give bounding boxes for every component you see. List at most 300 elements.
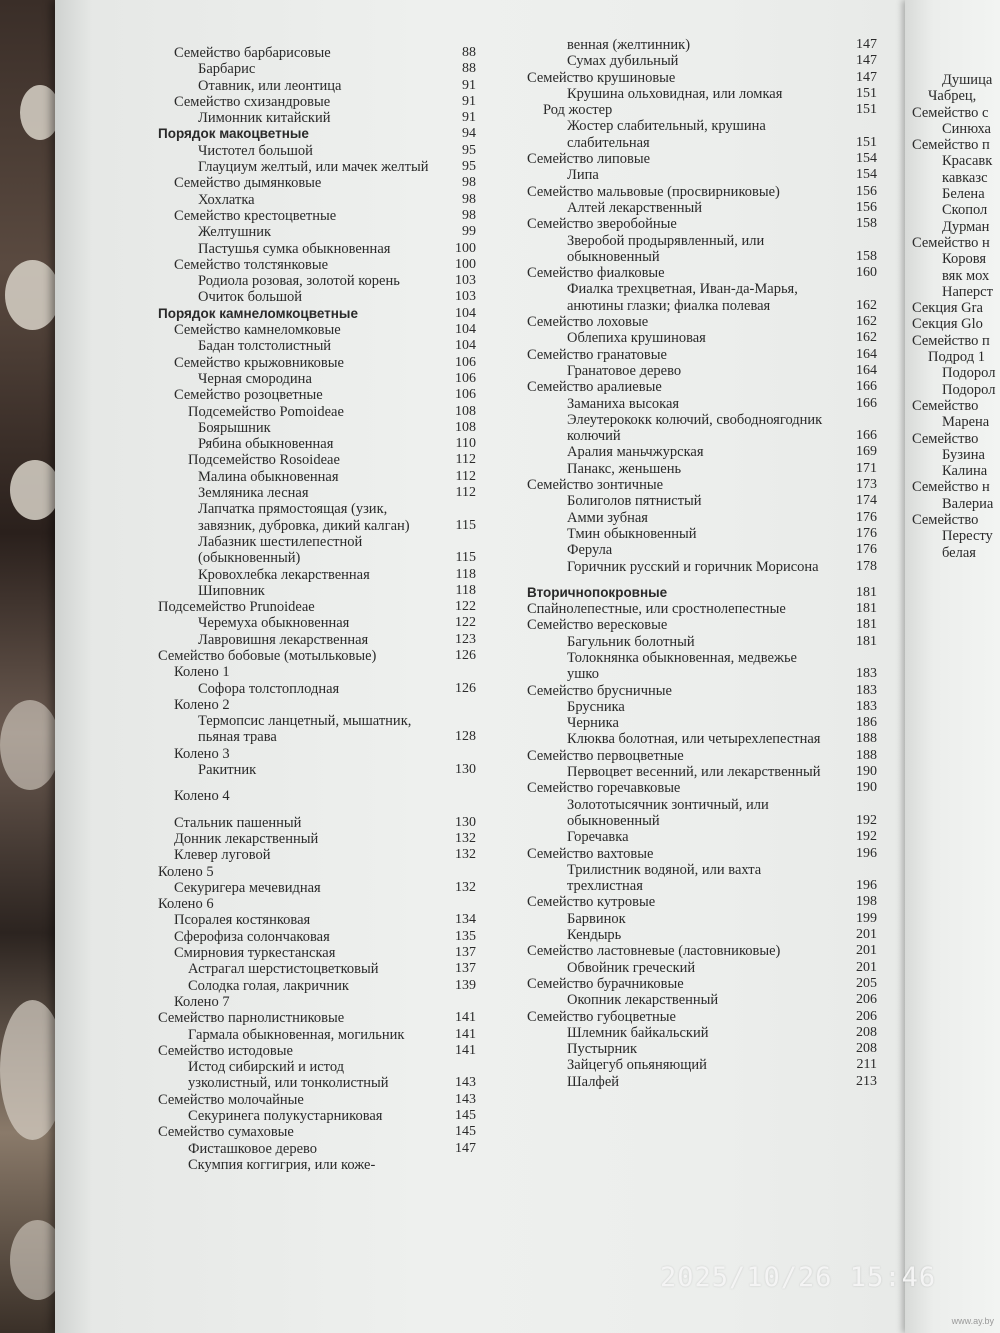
toc-entry: [158, 110, 476, 126]
toc-page-number: 134: [455, 912, 476, 928]
toc-entry-title: Секция Glo: [912, 316, 983, 333]
toc-page-number: 147: [856, 37, 877, 52]
toc-page-number: 181: [856, 584, 877, 600]
toc-entry: [527, 184, 877, 200]
toc-entry-title: Душица: [942, 72, 993, 88]
toc-entry-title: Семейство вахтовые: [527, 845, 654, 862]
toc-column-3: [912, 72, 1000, 561]
toc-entry-title: Семейство липовые: [527, 151, 651, 168]
toc-entry-title: Семейство лоховые: [527, 314, 649, 331]
toc-entry: [912, 447, 1000, 463]
toc-entry-title: Сумах дубильный: [567, 53, 679, 70]
toc-entry: [158, 534, 476, 567]
toc-entry-title: Чистотел большой: [198, 142, 313, 159]
toc-page-number: 122: [455, 599, 476, 615]
toc-entry-title: Семейство фиалковые: [527, 265, 665, 282]
toc-entry-title: Бузина: [942, 446, 985, 463]
toc-entry: [527, 526, 877, 542]
toc-page-number: 169: [856, 444, 877, 460]
toc-entry-title: Фиалка трехцветная, Иван-да-Марья, анютины глазки; фиалка полевая: [567, 281, 798, 314]
spacer: [158, 778, 476, 788]
toc-entry-title: Секция Gra: [912, 300, 983, 317]
toc-entry: [527, 151, 877, 167]
toc-entry-title: Валериа: [942, 495, 994, 512]
toc-entry-title: Коровя: [942, 251, 987, 268]
toc-entry: [527, 330, 877, 346]
toc-column-2: [527, 37, 877, 1090]
toc-entry: [527, 461, 877, 477]
toc-entry-title: Горичник русский и горичник Морисона: [567, 558, 819, 575]
toc-entry: [527, 1074, 877, 1090]
toc-entry-title: вяк мох: [942, 267, 990, 284]
toc-entry: [912, 121, 1000, 137]
toc-entry: [912, 414, 1000, 430]
toc-entry: [527, 797, 877, 830]
toc-entry: [527, 493, 877, 509]
toc-entry-title: Колено 3: [174, 745, 230, 762]
toc-entry: [158, 762, 476, 778]
toc-entry: [158, 1059, 476, 1092]
toc-page-number: 91: [462, 93, 476, 109]
toc-page-number: 104: [455, 322, 476, 338]
toc-entry-title: Трилистник водяной, или вахта трехлистная: [567, 861, 762, 895]
toc-page-number: 176: [856, 525, 877, 541]
toc-entry: [158, 929, 476, 945]
toc-entry: [158, 583, 476, 599]
toc-page-number: 98: [462, 175, 476, 191]
toc-entry-title: Красавк: [942, 153, 993, 170]
toc-entry: [912, 431, 1000, 447]
toc-entry: [158, 994, 476, 1010]
toc-entry: [912, 105, 1000, 121]
toc-page-number: 104: [455, 338, 476, 354]
spacer: [527, 575, 877, 585]
toc-entry: [527, 70, 877, 86]
toc-page-number: 183: [856, 666, 877, 682]
toc-entry: [158, 1027, 476, 1043]
toc-page-number: 186: [856, 715, 877, 731]
toc-entry: [158, 192, 476, 208]
toc-page-number: 192: [856, 812, 877, 828]
toc-page-number: 164: [856, 362, 877, 378]
toc-entry-title: венная (желтинник): [567, 37, 691, 53]
toc-entry-title: Порядок макоцветные: [158, 126, 309, 142]
toc-entry: [912, 316, 1000, 332]
toc-page-number: 208: [856, 1024, 877, 1040]
toc-page-number: 201: [856, 959, 877, 975]
toc-entry: [158, 159, 476, 175]
toc-entry-title: Бадан толстолистный: [198, 338, 332, 355]
toc-entry: [912, 349, 1000, 365]
toc-entry: [158, 567, 476, 583]
toc-page-number: 211: [856, 1057, 877, 1073]
toc-entry-title: Зайцегуб опьяняющий: [567, 1057, 707, 1074]
flower-shape: [10, 460, 60, 520]
toc-entry: [527, 748, 877, 764]
toc-entry: [527, 396, 877, 412]
toc-entry-title: Белена: [942, 186, 985, 203]
toc-entry: [158, 78, 476, 94]
toc-entry: [912, 463, 1000, 479]
toc-entry-title: Колено 5: [158, 863, 214, 880]
toc-entry-title: Подрод 1: [928, 349, 986, 366]
toc-entry-title: Солодка голая, лакричник: [188, 977, 349, 994]
toc-entry: [158, 697, 476, 713]
toc-page-number: 166: [856, 428, 877, 444]
toc-entry: [912, 333, 1000, 349]
toc-entry: [158, 961, 476, 977]
toc-page-number: 91: [462, 110, 476, 126]
toc-column-1: [158, 45, 476, 1173]
toc-entry-title: Кровохлебка лекарственная: [198, 566, 370, 583]
toc-entry: [527, 927, 877, 943]
toc-entry-title: Шиповник: [198, 582, 265, 599]
toc-entry-title: Наперст: [942, 283, 993, 300]
toc-entry: [912, 496, 1000, 512]
toc-page-number: 173: [856, 477, 877, 493]
toc-entry-title: Клюква болотная, или четырехлепестная: [567, 731, 821, 748]
toc-page-number: 205: [856, 975, 877, 991]
toc-page-number: 132: [455, 830, 476, 846]
toc-entry: [527, 216, 877, 232]
toc-entry: [158, 208, 476, 224]
toc-entry: [912, 300, 1000, 316]
toc-entry: [527, 943, 877, 959]
spacer: [158, 805, 476, 815]
toc-entry-title: Семейство сумаховые: [158, 1124, 294, 1141]
toc-page-number: 196: [856, 845, 877, 861]
toc-page-number: 132: [455, 847, 476, 863]
toc-entry-title: Пустырник: [567, 1041, 638, 1058]
toc-entry-title: Жостер слабительный, крушина слабительная: [567, 118, 766, 151]
toc-entry: [158, 224, 476, 240]
toc-entry-title: Семейство с: [912, 104, 989, 121]
toc-entry-title: Семейство мальвовые (просвирниковые): [527, 183, 780, 200]
toc-entry-title: Семейство: [912, 512, 979, 529]
toc-entry-title: Колено 1: [174, 664, 230, 681]
toc-entry: [158, 45, 476, 61]
toc-entry-title: Окопник лекарственный: [567, 992, 719, 1009]
toc-entry-title: Элеутерококк колючий, свободноягодник колючий: [567, 411, 823, 445]
toc-entry: [912, 88, 1000, 104]
toc-entry-title: Очиток большой: [198, 289, 303, 306]
toc-entry: [158, 61, 476, 77]
toc-page-number: 158: [856, 248, 877, 264]
toc-entry: [912, 153, 1000, 169]
toc-entry: [158, 306, 476, 322]
toc-page-number: 128: [455, 729, 476, 745]
toc-page-number: 141: [455, 1010, 476, 1026]
toc-page-number: 147: [856, 69, 877, 85]
toc-page-number: 201: [856, 943, 877, 959]
toc-entry-title: Скумпия коггигрия, или коже-: [188, 1156, 376, 1173]
toc-page-number: 208: [856, 1041, 877, 1057]
toc-entry: [912, 251, 1000, 267]
toc-entry-title: Софора толстоплодная: [198, 680, 340, 697]
toc-entry-title: Лабазник шестилепестной (обыкновенный): [198, 533, 363, 567]
toc-page-number: 103: [455, 273, 476, 289]
toc-page-number: 141: [455, 1026, 476, 1042]
toc-page-number: 115: [455, 517, 476, 533]
toc-entry-title: Род жостер: [543, 102, 613, 119]
toc-entry-title: Золототысячник зонтичный, или обыкновенный: [567, 796, 769, 829]
toc-page-number: 154: [856, 167, 877, 183]
toc-entry: [158, 1157, 476, 1173]
toc-entry-title: Брусника: [567, 698, 625, 715]
toc-entry: [912, 382, 1000, 398]
toc-entry-title: Черемуха обыкновенная: [198, 615, 350, 632]
toc-entry: [158, 387, 476, 403]
toc-entry-title: Семейство бурачниковые: [527, 975, 684, 992]
toc-entry-title: Семейство крушиновые: [527, 69, 676, 86]
toc-entry-title: Глауциум желтый, или мачек желтый: [198, 159, 429, 176]
toc-entry: [158, 126, 476, 142]
toc-entry-title: Семейство барбарисовые: [174, 45, 331, 61]
toc-entry: [527, 585, 877, 601]
flower-shape: [20, 85, 60, 140]
toc-page-number: 112: [455, 468, 476, 484]
toc-entry: [527, 699, 877, 715]
toc-page-number: 188: [856, 747, 877, 763]
toc-page-number: 98: [462, 191, 476, 207]
toc-entry: [527, 118, 877, 151]
toc-entry: [158, 322, 476, 338]
toc-entry: [158, 831, 476, 847]
toc-entry: [158, 175, 476, 191]
toc-entry: [527, 764, 877, 780]
toc-entry-title: Ракитник: [198, 762, 257, 779]
toc-entry: [527, 542, 877, 558]
toc-page-number: 174: [856, 493, 877, 509]
toc-page-number: 143: [455, 1075, 476, 1091]
toc-entry-title: Тмин обыкновенный: [567, 525, 697, 542]
toc-entry: [527, 102, 877, 118]
toc-entry-title: Донник лекарственный: [174, 830, 319, 847]
toc-entry-title: Клевер луговой: [174, 847, 271, 864]
toc-entry-title: Подсемейство Rosoideae: [188, 452, 340, 469]
toc-entry-title: Семейство парнолистниковые: [158, 1010, 345, 1027]
toc-entry: [912, 284, 1000, 300]
toc-entry-title: Барбарис: [198, 61, 256, 78]
toc-entry: [527, 53, 877, 69]
toc-entry-title: Семейство губоцветные: [527, 1008, 676, 1025]
toc-entry-title: Толокнянка обыкновенная, медвежье ушко: [567, 649, 797, 683]
toc-page-number: 123: [455, 631, 476, 647]
toc-entry: [527, 510, 877, 526]
toc-page-number: 162: [856, 330, 877, 346]
toc-page-number: 151: [856, 102, 877, 118]
toc-entry: [912, 545, 1000, 561]
toc-entry-title: Семейство аралиевые: [527, 379, 662, 396]
toc-entry: [158, 945, 476, 961]
toc-entry-title: кавказс: [942, 169, 988, 186]
toc-entry-title: Отавник, или леонтица: [198, 77, 342, 94]
toc-page-number: 132: [455, 879, 476, 895]
toc-entry-title: Семейство камнеломковые: [174, 322, 341, 339]
toc-page-number: 143: [455, 1091, 476, 1107]
toc-page-number: 112: [455, 452, 476, 468]
toc-page-number: 145: [455, 1108, 476, 1123]
toc-entry-title: Облепиха крушиновая: [567, 330, 706, 347]
toc-page-number: 201: [856, 927, 877, 943]
toc-entry-title: Вторичнопокровные: [527, 584, 668, 600]
toc-page-number: 130: [455, 814, 476, 830]
toc-entry: [912, 186, 1000, 202]
toc-entry-title: Порядок камнеломкоцветные: [158, 305, 358, 321]
toc-page-number: 104: [455, 305, 476, 321]
toc-page-number: 110: [455, 436, 476, 452]
toc-entry: [527, 992, 877, 1008]
toc-entry-title: Семейство брусничные: [527, 682, 672, 699]
toc-entry: [527, 1009, 877, 1025]
toc-entry-title: Семейство крестоцветные: [174, 207, 337, 224]
toc-entry: [527, 780, 877, 796]
toc-entry: [527, 559, 877, 575]
toc-entry: [158, 1043, 476, 1059]
toc-entry-title: Малина обыкновенная: [198, 468, 339, 485]
toc-page-number: 151: [856, 134, 877, 150]
toc-entry-title: Семейство толстянковые: [174, 256, 329, 273]
toc-page-number: 137: [455, 945, 476, 961]
toc-page-number: 147: [455, 1140, 476, 1156]
toc-entry: [158, 746, 476, 762]
toc-page-number: 103: [455, 289, 476, 305]
toc-entry-title: белая: [942, 544, 976, 561]
toc-entry-title: Аралия маньчжурская: [567, 444, 704, 461]
toc-entry: [158, 896, 476, 912]
toc-page-number: 158: [856, 216, 877, 232]
toc-page-number: 190: [856, 780, 877, 796]
toc-entry-title: Болиголов пятнистый: [567, 493, 702, 510]
toc-entry-title: Смирновия туркестанская: [174, 945, 336, 962]
toc-entry: [527, 683, 877, 699]
toc-page-number: 156: [856, 183, 877, 199]
toc-page-number: 166: [856, 395, 877, 411]
toc-entry: [158, 94, 476, 110]
toc-entry: [912, 479, 1000, 495]
toc-page-number: 112: [455, 485, 476, 501]
toc-entry-title: Лавровишня лекарственная: [198, 631, 369, 648]
toc-entry: [527, 265, 877, 281]
toc-entry: [158, 713, 476, 746]
toc-entry: [158, 355, 476, 371]
toc-entry: [158, 371, 476, 387]
toc-entry-title: Амми зубная: [567, 509, 648, 526]
toc-entry-title: Семейство п: [912, 332, 990, 349]
toc-entry-title: Семейство кутровые: [527, 894, 656, 911]
toc-page-number: 160: [856, 265, 877, 281]
toc-entry-title: Калина: [942, 463, 988, 480]
toc-page-number: 118: [455, 582, 476, 598]
toc-entry-title: Обвойник греческий: [567, 959, 696, 976]
toc-page-number: 178: [856, 558, 877, 574]
toc-entry: [158, 880, 476, 896]
toc-entry-title: Истод сибирский и истод узколистный, или тонколистный: [188, 1059, 389, 1092]
toc-entry-title: Семейство крыжовниковые: [174, 354, 344, 371]
toc-page-number: 213: [856, 1073, 877, 1089]
toc-entry: [158, 648, 476, 664]
toc-page-number: 154: [856, 151, 877, 167]
toc-entry: [527, 731, 877, 747]
toc-entry-title: Синюха: [942, 120, 991, 137]
toc-entry: [912, 202, 1000, 218]
watermark: www.ay.by: [951, 1316, 994, 1326]
toc-entry: [158, 978, 476, 994]
toc-page-number: 162: [856, 297, 877, 313]
toc-page-number: 176: [856, 509, 877, 525]
toc-page-number: 122: [455, 615, 476, 631]
flower-shape: [0, 700, 60, 790]
toc-entry: [527, 650, 877, 683]
toc-entry-title: Семейство молочайные: [158, 1091, 304, 1108]
toc-entry: [158, 420, 476, 436]
toc-entry-title: Подорол: [942, 365, 996, 382]
toc-entry-title: Гармала обыкновенная, могильник: [188, 1026, 405, 1043]
toc-entry: [527, 347, 877, 363]
toc-entry-title: Скопол: [942, 202, 988, 219]
toc-page-number: 181: [856, 617, 877, 633]
toc-entry-title: Желтушник: [198, 224, 272, 241]
toc-entry: [912, 137, 1000, 153]
toc-page-number: 135: [455, 928, 476, 944]
toc-entry: [527, 281, 877, 314]
toc-page-number: 94: [462, 126, 476, 142]
toc-page-number: 199: [856, 910, 877, 926]
toc-entry: [912, 219, 1000, 235]
toc-entry-title: Спайнолепестные, или сростнолепестные: [527, 601, 786, 618]
toc-page-number: 181: [856, 633, 877, 649]
toc-entry: [527, 715, 877, 731]
toc-entry-title: Семейство первоцветные: [527, 747, 684, 764]
toc-entry-title: Барвинок: [567, 910, 626, 927]
toc-entry-title: Пастушья сумка обыкновенная: [198, 240, 391, 257]
toc-page-number: 100: [455, 256, 476, 272]
toc-entry-title: Секуригера мечевидная: [174, 879, 321, 896]
toc-entry-title: Липа: [567, 167, 599, 184]
toc-page-number: 164: [856, 346, 877, 362]
toc-entry: [527, 601, 877, 617]
toc-entry-title: Семейство н: [912, 234, 990, 251]
toc-entry-title: Термопсис ланцетный, мышатник, пьяная трава: [198, 713, 412, 746]
toc-entry: [527, 379, 877, 395]
toc-entry: [158, 289, 476, 305]
toc-entry-title: Черная смородина: [198, 370, 312, 387]
toc-entry: [527, 200, 877, 216]
toc-entry-title: Зверобой продырявленный, или обыкновенный: [567, 232, 765, 265]
toc-entry-title: Горечавка: [567, 829, 629, 846]
toc-entry-title: Колено 4: [174, 788, 230, 805]
toc-page-number: 190: [856, 764, 877, 780]
toc-page-number: 137: [455, 961, 476, 977]
toc-page-number: 166: [856, 379, 877, 395]
toc-page-number: 126: [455, 647, 476, 663]
photo-timestamp: 2025/10/26 15:46: [660, 1262, 937, 1293]
toc-page-number: 183: [856, 698, 877, 714]
toc-page-number: 141: [455, 1042, 476, 1058]
toc-page-number: 100: [455, 240, 476, 256]
toc-entry: [527, 233, 877, 266]
toc-page-number: 126: [455, 680, 476, 696]
toc-page-number: 95: [462, 142, 476, 158]
toc-entry-title: Подорол: [942, 381, 996, 398]
toc-entry: [527, 960, 877, 976]
toc-entry-title: Семейство ластовневые (ластовниковые): [527, 943, 781, 960]
toc-entry-title: Стальник пашенный: [174, 814, 302, 831]
toc-entry-title: Семейство: [912, 397, 979, 414]
toc-entry-title: Подсемейство Prunoideae: [158, 599, 315, 616]
toc-entry-title: Родиола розовая, золотой корень: [198, 273, 400, 290]
toc-entry: [912, 512, 1000, 528]
